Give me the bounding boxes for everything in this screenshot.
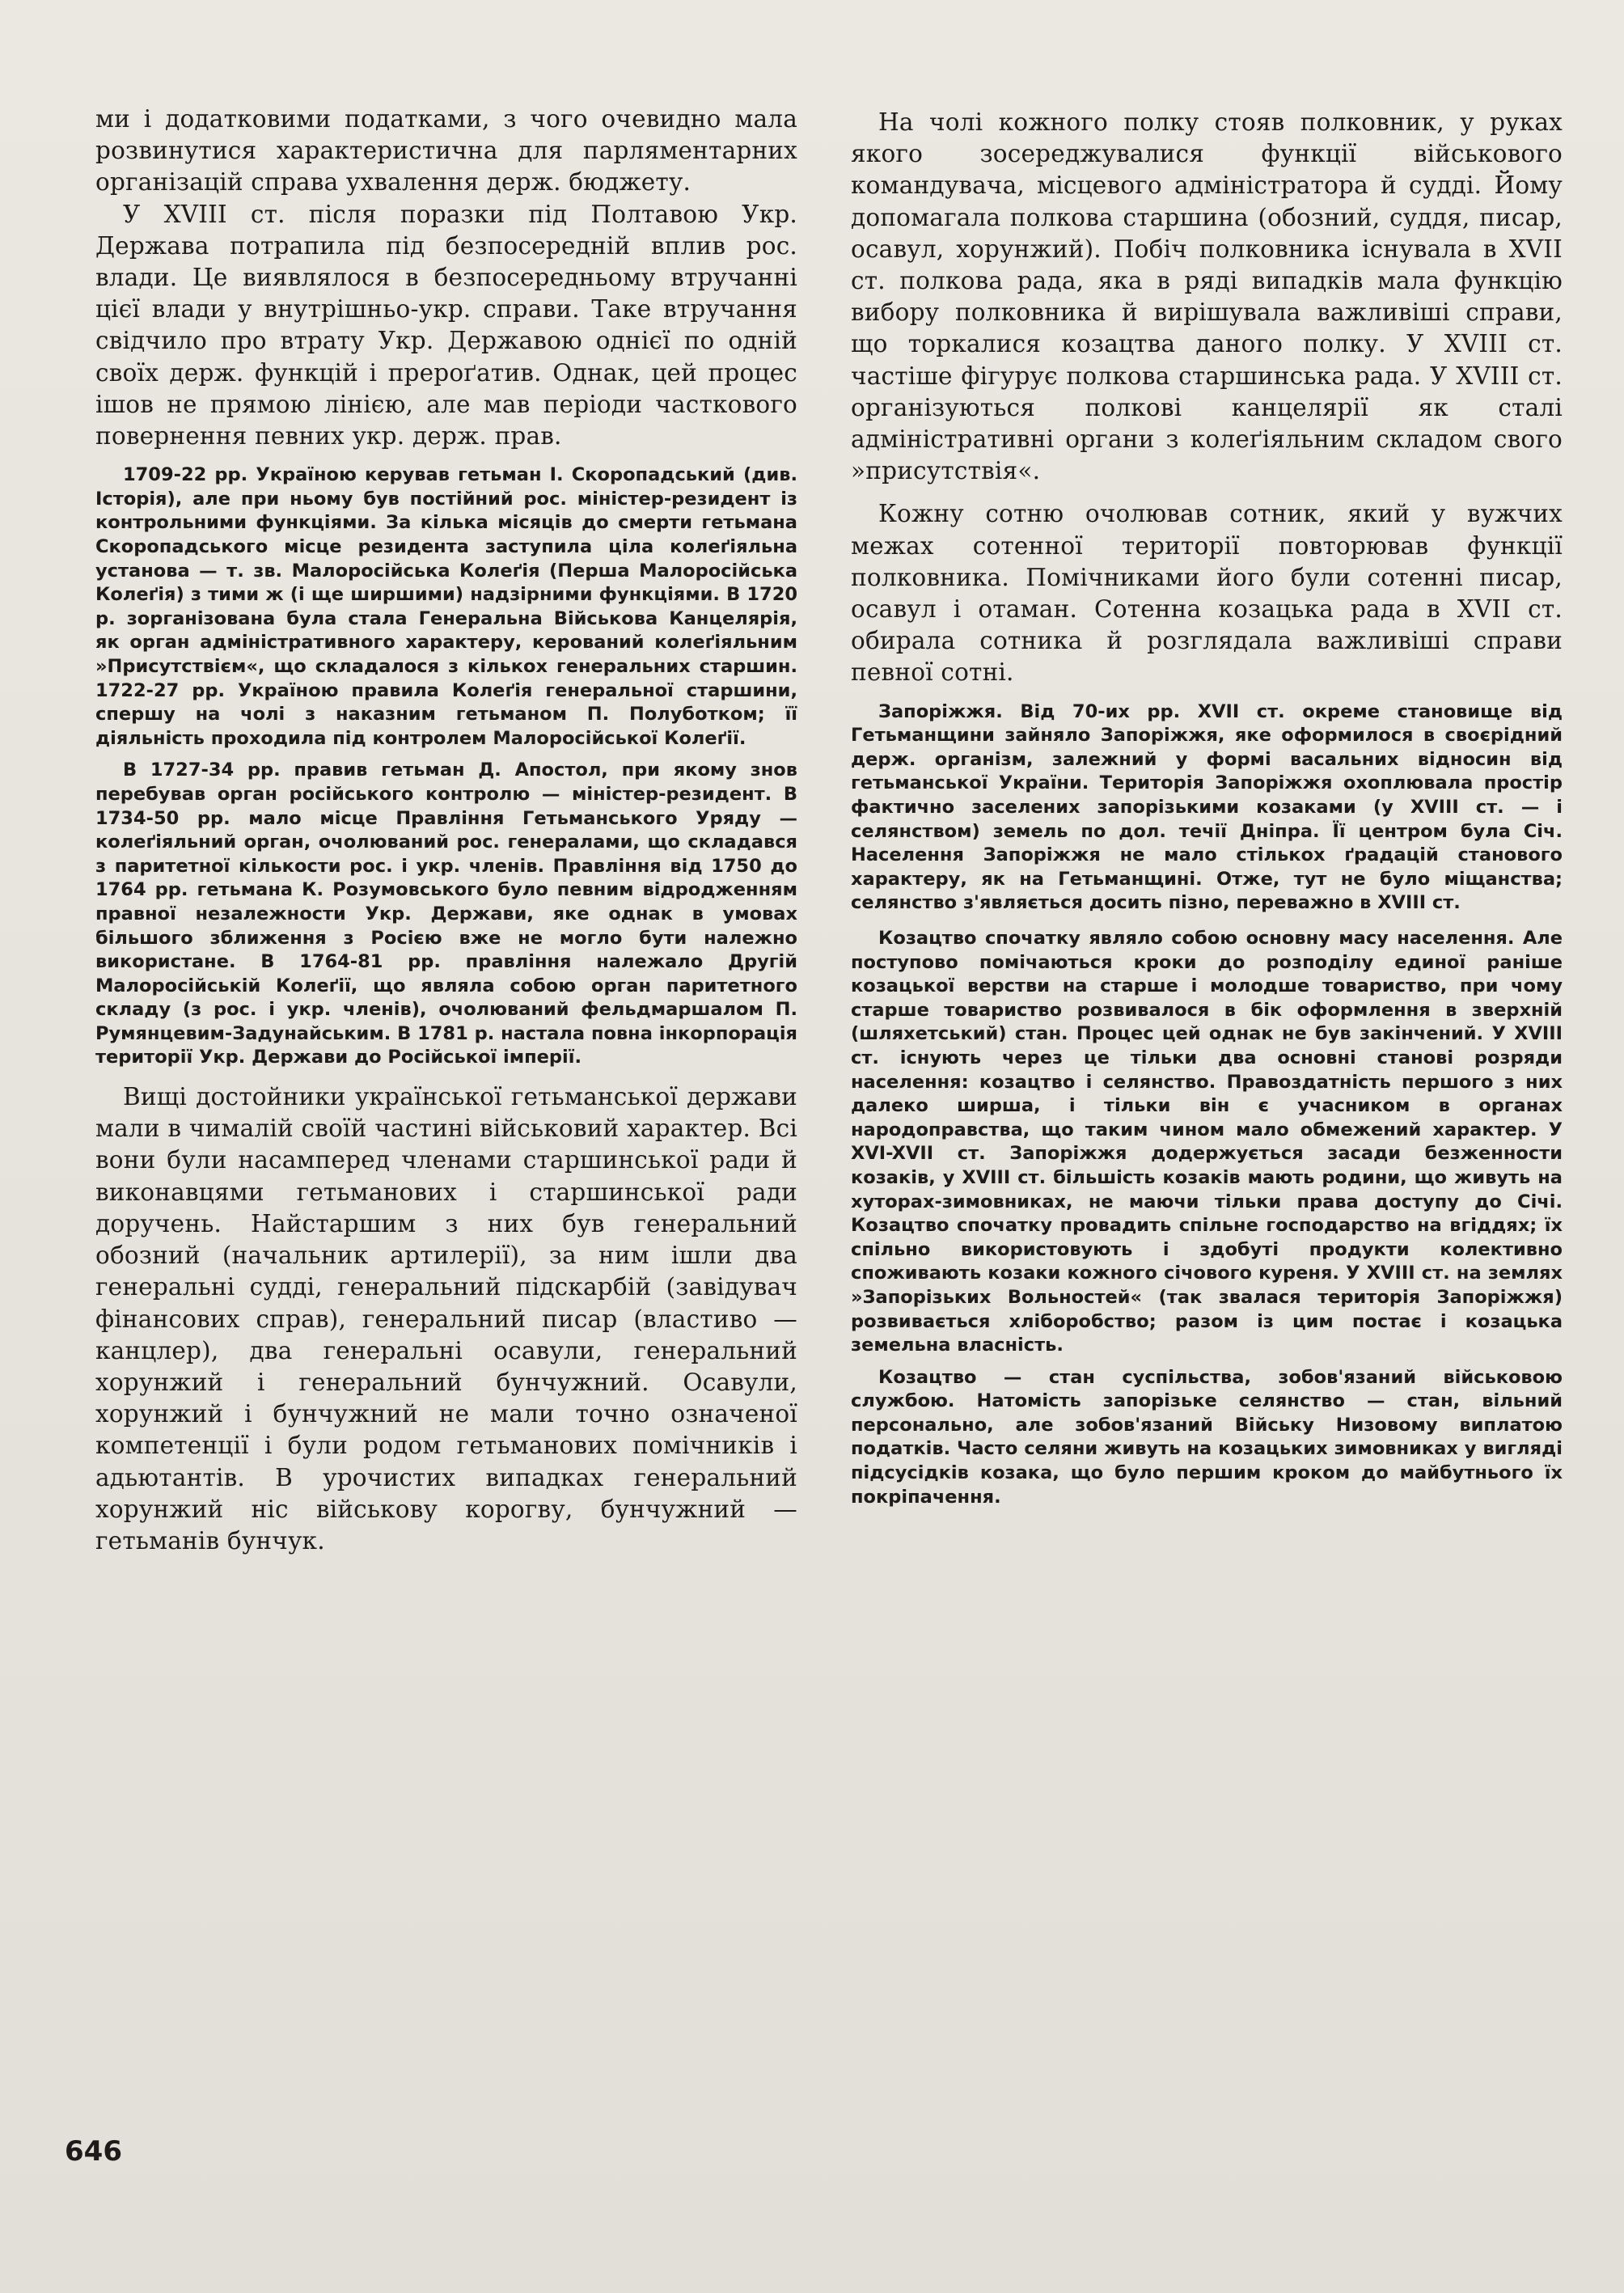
paragraph: Козацтво спочатку являло собою основну масу населення. Але поступово помічаються кроки до розподілу единої раніше козацької верстви на старше і молодше товариство, при чому старше товариство розвивалося в бік оформлення в зверхній (шляхетський) стан. Процес цей однак не був закінчений. У XVIII ст. існують через це тільки два основні станові розряди населення: козацтво і селянство. Правоздатність першого з них далеко ширша, і тільки він є учасником в органах народоправства, що таким чином мало обмежений характер. У XVI-XVII ст. Запоріжжя додержується засади безженности козаків, у XVIII ст. більшість козаків мають родини, що живуть на хуторах-зимовниках, не маючи тільки права доступу до Січі. Козацтво спочатку провадить спільне господарство на вгіддях; їх спільно використовують і здобуті продукти колективно споживають козаки кожного січового куреня. У XVIII ст. на землях »Запорізьких Вольностей« (так звалася територія Запоріжжя) розвивається хліборобство; разом із цим постає і козацька земельна власність.: [851, 928, 1563, 1356]
left-column: [95, 104, 797, 1557]
paragraph: 1709-22 рр. Україною керував гетьман І. Скоропадський (див. Історія), але при ньому був постійний рос. міністер-резидент із контрольними функціями. За кілька місяців до смерти гетьмана Скоропадського місце резидента заступила ціла колеґіяльна установа — т. зв. Малоросійська Колеґія (Перша Малоросійська Колеґія) з тими ж (і ще ширшими) надзірними функціями. В 1720 р. зорганізована була стала Генеральна Військова Канцелярія, як орган адміністративного характеру, керований колеґіяльним »Присутствієм«, що складалося з кількох генеральних старшин. 1722-27 рр. Україною правила Колеґія генеральної старшини, спершу на чолі з наказним гетьманом П. Полуботком; її діяльність проходила під контролем Малоросійської Колеґії.: [95, 464, 797, 749]
paragraph: У XVIII ст. після поразки під Полтавою Укр. Держава потрапила під безпосередній вплив рос. влади. Це виявлялося в безпосередньому втручанні цієї влади у внутрішньо-укр. справи. Таке втручання свідчило про втрату Укр. Державою однієї по одній своїх держ. функцій і прероґатив. Однак, цей процес ішов не прямою лінією, але мав періоди часткового повернення певних укр. держ. прав.: [95, 200, 797, 451]
page-number: 646: [65, 2135, 122, 2168]
paragraph: ми і додатковими податками, з чого очевидно мала розвинутися характеристична для парляментарних організацій справа ухвалення держ. бюджету.: [95, 105, 797, 197]
paragraph: Вищі достойники української гетьманської держави мали в чималій своїй частині військовий характер. Всі вони були насамперед членами старшинської ради й виконавцями гетьманових і старшинської ради доручень. Найстаршим з них був генеральний обозний (начальник артилерії), за ним ішли два генеральні судді, генеральний підскарбій (завідувач фінансових справ), генеральний писар (властиво — канцлер), два генеральні осавули, генеральний хорунжий і генеральний бунчужний. Осавули, хорунжий і бунчужний не мали точно означеної компетенції і були родом гетьманових помічників і адьютантів. В урочистих випадках генеральний хорунжий ніс військову корогву, бунчужний — гетьманів бунчук.: [95, 1083, 797, 1555]
paragraph: Козацтво — стан суспільства, зобов'язаний військовою службою. Натомість запорізьке селянство — стан, вільний персонально, але зобов'язаний Війську Низовому виплатою податків. Часто селяни живуть на козацьких зимовниках у вигляді підсусідків козака, що було першим кроком до майбутнього їх покріпачення.: [851, 1366, 1563, 1508]
right-column: [851, 107, 1563, 1509]
paragraph: Запоріжжя. Від 70-их рр. XVII ст. окреме становище від Гетьманщини зайняло Запоріжжя, яке оформилося в своєрідний держ. організм, залежний у формі васальних відносин від гетьманської України. Територія Запоріжжя охоплювала простір фактично заселених запорізькими козаками (у XVIII ст. — і селянством) земель по дол. течії Дніпра. Її центром була Січ. Населення Запоріжжя не мало стількох ґрадацій станового характеру, як на Гетьманщині. Отже, тут не було міщанства; селянство з'являється досить пізно, переважно в XVIII ст.: [851, 700, 1563, 914]
paragraph: На чолі кожного полку стояв полковник, у руках якого зосереджувалися функції військового командувача, місцевого адміністратора й судді. Йому допомагала полкова старшина (обозний, суддя, писар, осавул, хорунжий). Побіч полковника існувала в XVII ст. полкова рада, яка в ряді випадків мала функцію вибору полковника й вирішувала важливіші справи, що торкалися козацтва даного полку. У XVIII ст. частіше фігурує полкова старшинська рада. У XVIII ст. організуються полкові канцелярії як сталі адміністративні органи з колеґіяльним складом свого »присутствія«.: [851, 108, 1563, 485]
paragraph: Кожну сотню очолював сотник, який у вужчих межах сотенної території повторював функції полковника. Помічниками його були сотенні писар, осавул і отаман. Сотенна козацька рада в XVII ст. обирала сотника й розглядала важливіші справи певної сотні.: [851, 500, 1563, 687]
paragraph: В 1727-34 рр. правив гетьман Д. Апостол, при якому знов перебував орган російського контролю — міністер-резидент. В 1734-50 рр. мало місце Правління Гетьманського Уряду — колеґіяльний орган, очолюваний рос. генералами, що складався з паритетної кількости рос. і укр. членів. Правління від 1750 до 1764 рр. гетьмана К. Розумовського було певним відродженням правної незалежности Укр. Держави, яке однак в умовах більшого зближення з Росією вже не могло бути належно використане. В 1764-81 рр. правління належало Другій Малоросійській Колеґії, що являла собою орган паритетного складу (з рос. і укр. членів), очолюваний фельдмаршалом П. Румянцевим-Задунайським. В 1781 р. настала повна інкорпорація території Укр. Держави до Російської імперії.: [95, 759, 797, 1068]
